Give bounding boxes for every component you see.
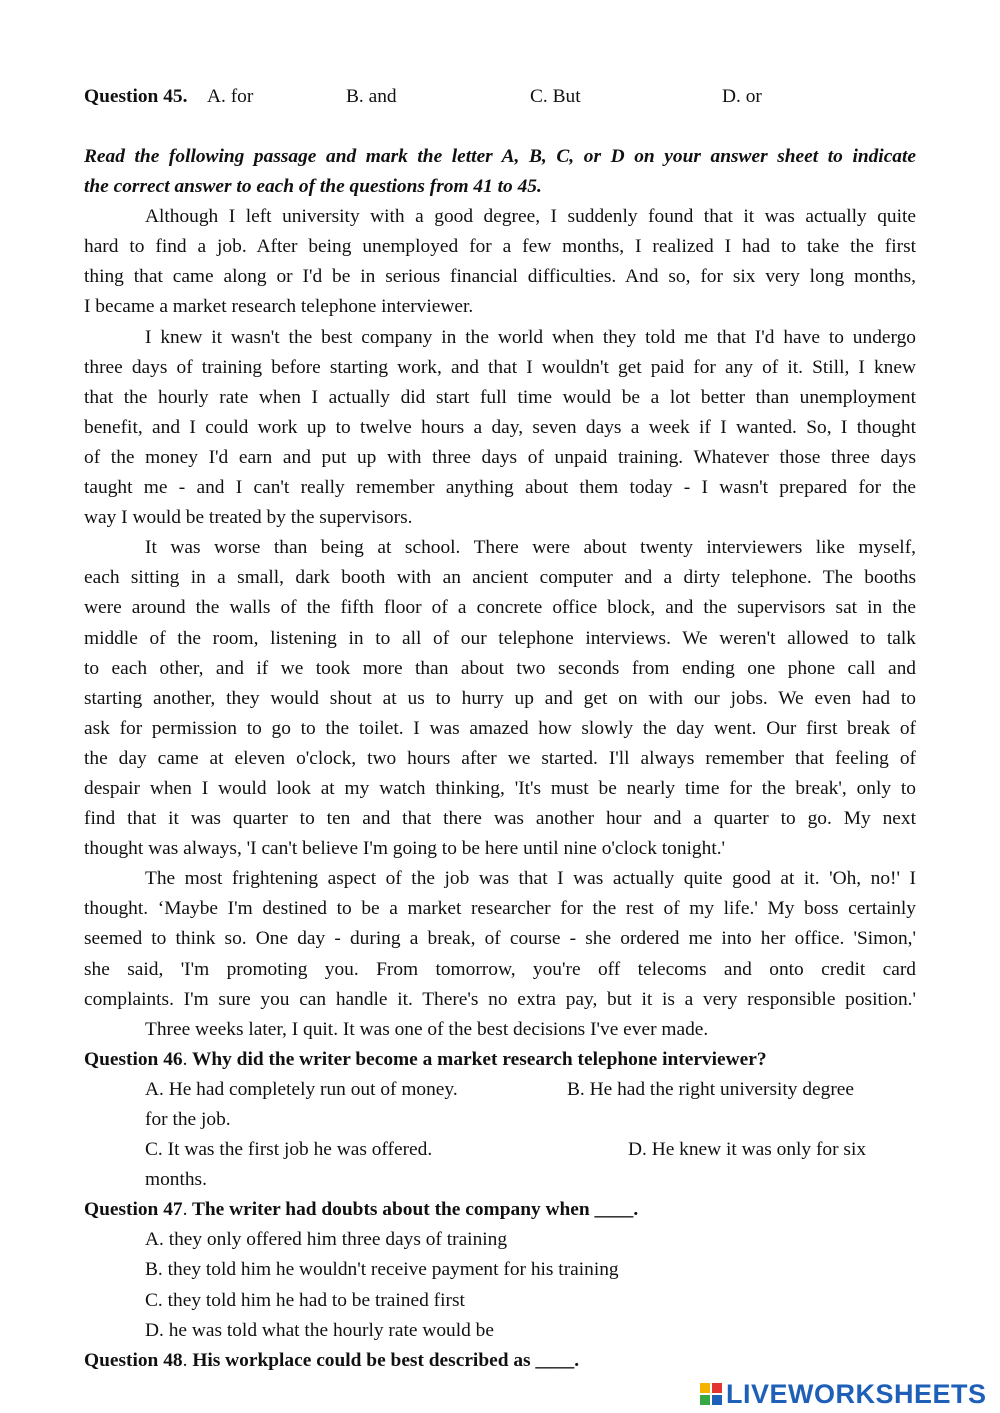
passage-line: way I would be treated by the supervisors. <box>84 507 413 529</box>
question-47-label: Question 47 <box>84 1199 183 1221</box>
passage-line: thought was always, 'I can't believe I'm going to be here until nine o'clock tonight.' <box>84 838 726 860</box>
passage-line: of the money I'd earn and put up with three days of unpaid training. Whatever those three days <box>84 446 916 468</box>
passage-line: to each other, and if we took more than about two seconds from ending one phone call and <box>84 657 916 679</box>
question-48-stem <box>84 1346 916 1376</box>
passage-line: complaints. I'm sure you can handle it. There's no extra pay, but it is a very responsible position.' <box>84 988 916 1010</box>
q46-option-d[interactable]: D. He knew it was only for six <box>628 1139 867 1161</box>
q47-option-a[interactable]: A. they only offered him three days of training <box>145 1229 508 1251</box>
q46-option-d-continued[interactable]: months. <box>145 1169 207 1191</box>
watermark-text: LIVEWORKSHEETS <box>726 1378 987 1409</box>
passage-line: she said, 'I'm promoting you. From tomorrow, you're off telecoms and onto credit card <box>84 958 916 980</box>
reading-passage <box>84 202 916 1045</box>
q45-option-b[interactable]: B. and <box>346 86 397 107</box>
q46-option-row <box>84 1135 916 1165</box>
question-48-separator: . <box>182 1349 188 1371</box>
passage-line: each sitting in a small, dark booth with an ancient computer and a dirty telephone. The booths <box>84 567 916 589</box>
question-47 <box>84 1195 916 1345</box>
question-48-text: His workplace could be best described as ____. <box>192 1349 580 1371</box>
q46-option-c[interactable]: C. It was the first job he was offered. <box>145 1139 433 1161</box>
passage-line: starting another, they would shout at us to hurry up and get on with our jobs. We even had to <box>84 687 916 709</box>
question-47-separator: . <box>182 1199 188 1221</box>
question-45 <box>84 82 916 112</box>
passage-paragraph-5 <box>84 1015 916 1045</box>
passage-line: the day came at eleven o'clock, two hours after we started. I'll always remember that feeling of <box>84 747 916 769</box>
passage-line: Although I left university with a good degree, I suddenly found that it was actually quite <box>145 206 916 228</box>
question-46-separator: . <box>182 1048 188 1070</box>
passage-paragraph-4 <box>84 864 916 1014</box>
question-46-label: Question 46 <box>84 1048 183 1070</box>
passage-line: were around the walls of the fifth floor of a concrete office block, and the supervisors sat in the <box>84 597 916 619</box>
question-45-label: Question 45. <box>84 86 188 107</box>
passage-line: taught me - and I can't really remember anything about them today - I wasn't prepared for the <box>84 477 916 499</box>
q46-option-a[interactable]: A. He had completely run out of money. <box>145 1078 458 1100</box>
passage-line: The most frightening aspect of the job was that I was actually quite good at it. 'Oh, no!' I <box>145 868 916 890</box>
q45-option-c[interactable]: C. But <box>530 86 581 107</box>
passage-line: that the hourly rate when I actually did start full time would be a lot better than unemployment <box>84 386 916 408</box>
question-46 <box>84 1045 916 1195</box>
passage-paragraph-2 <box>84 323 916 534</box>
q47-option-c[interactable]: C. they told him he had to be trained first <box>145 1289 465 1311</box>
q45-option-d[interactable]: D. or <box>722 86 762 107</box>
passage-line: three days of training before starting work, and that I wouldn't get paid for any of it. Still, I knew <box>84 356 916 378</box>
question-46-stem <box>84 1045 916 1075</box>
instruction-line: the correct answer to each of the questions from 41 to 45. <box>84 176 542 198</box>
passage-paragraph-3 <box>84 533 916 864</box>
q47-option-b[interactable]: B. they told him he wouldn't receive payment for his training <box>145 1259 619 1281</box>
passage-line: ask for permission to go to the toilet. I was amazed how slowly the day went. Our first break of <box>84 717 916 739</box>
passage-line: I knew it wasn't the best company in the world when they told me that I'd have to undergo <box>145 326 916 348</box>
q47-option-d[interactable]: D. he was told what the hourly rate would be <box>145 1319 494 1341</box>
passage-line: middle of the room, listening in to all of our telephone interviews. We weren't allowed to talk <box>84 627 916 649</box>
passage-line: find that it was quarter to ten and that there was another hour and a quarter to go. My next <box>84 808 916 830</box>
question-46-text: Why did the writer become a market research telephone interviewer? <box>191 1048 767 1070</box>
passage-line: It was worse than being at school. There were about twenty interviewers like myself, <box>145 537 916 559</box>
passage-paragraph-1 <box>84 202 916 322</box>
question-47-text: The writer had doubts about the company when ____. <box>191 1199 639 1221</box>
passage-line: hard to find a job. After being unemployed for a few months, I realized I had to take the first <box>84 236 916 258</box>
question-48-label: Question 48 <box>84 1349 183 1371</box>
passage-line: seemed to think so. One day - during a break, of course - she ordered me into her office. 'Simon,' <box>84 928 916 950</box>
passage-line: thing that came along or I'd be in serious financial difficulties. And so, for six very long months, <box>84 266 916 288</box>
instruction-line: Read the following passage and mark the letter A, B, C, or D on your answer sheet to indicate <box>84 146 916 167</box>
passage-line: benefit, and I could work up to twelve hours a day, seven days a week if I wanted. So, I thought <box>84 416 916 438</box>
q46-option-b[interactable]: B. He had the right university degree <box>567 1078 855 1100</box>
q45-option-a[interactable]: A. for <box>207 86 254 107</box>
passage-line: I became a market research telephone interviewer. <box>84 296 474 318</box>
liveworksheets-logo-icon <box>700 1383 722 1405</box>
liveworksheets-watermark <box>700 1378 987 1410</box>
passage-line: thought. ‘Maybe I'm destined to be a market researcher for the rest of my life.' My boss certainly <box>84 898 916 920</box>
question-47-stem <box>84 1195 916 1225</box>
passage-line: Three weeks later, I quit. It was one of the best decisions I've ever made. <box>145 1018 709 1040</box>
passage-line: despair when I would look at my watch thinking, 'It's must be nearly time for the break', only to <box>84 777 916 799</box>
q46-option-b-continued[interactable]: for the job. <box>145 1109 231 1130</box>
instruction <box>84 142 916 202</box>
q46-option-row <box>84 1075 916 1105</box>
worksheet-page <box>84 82 916 1376</box>
question-48 <box>84 1346 916 1376</box>
